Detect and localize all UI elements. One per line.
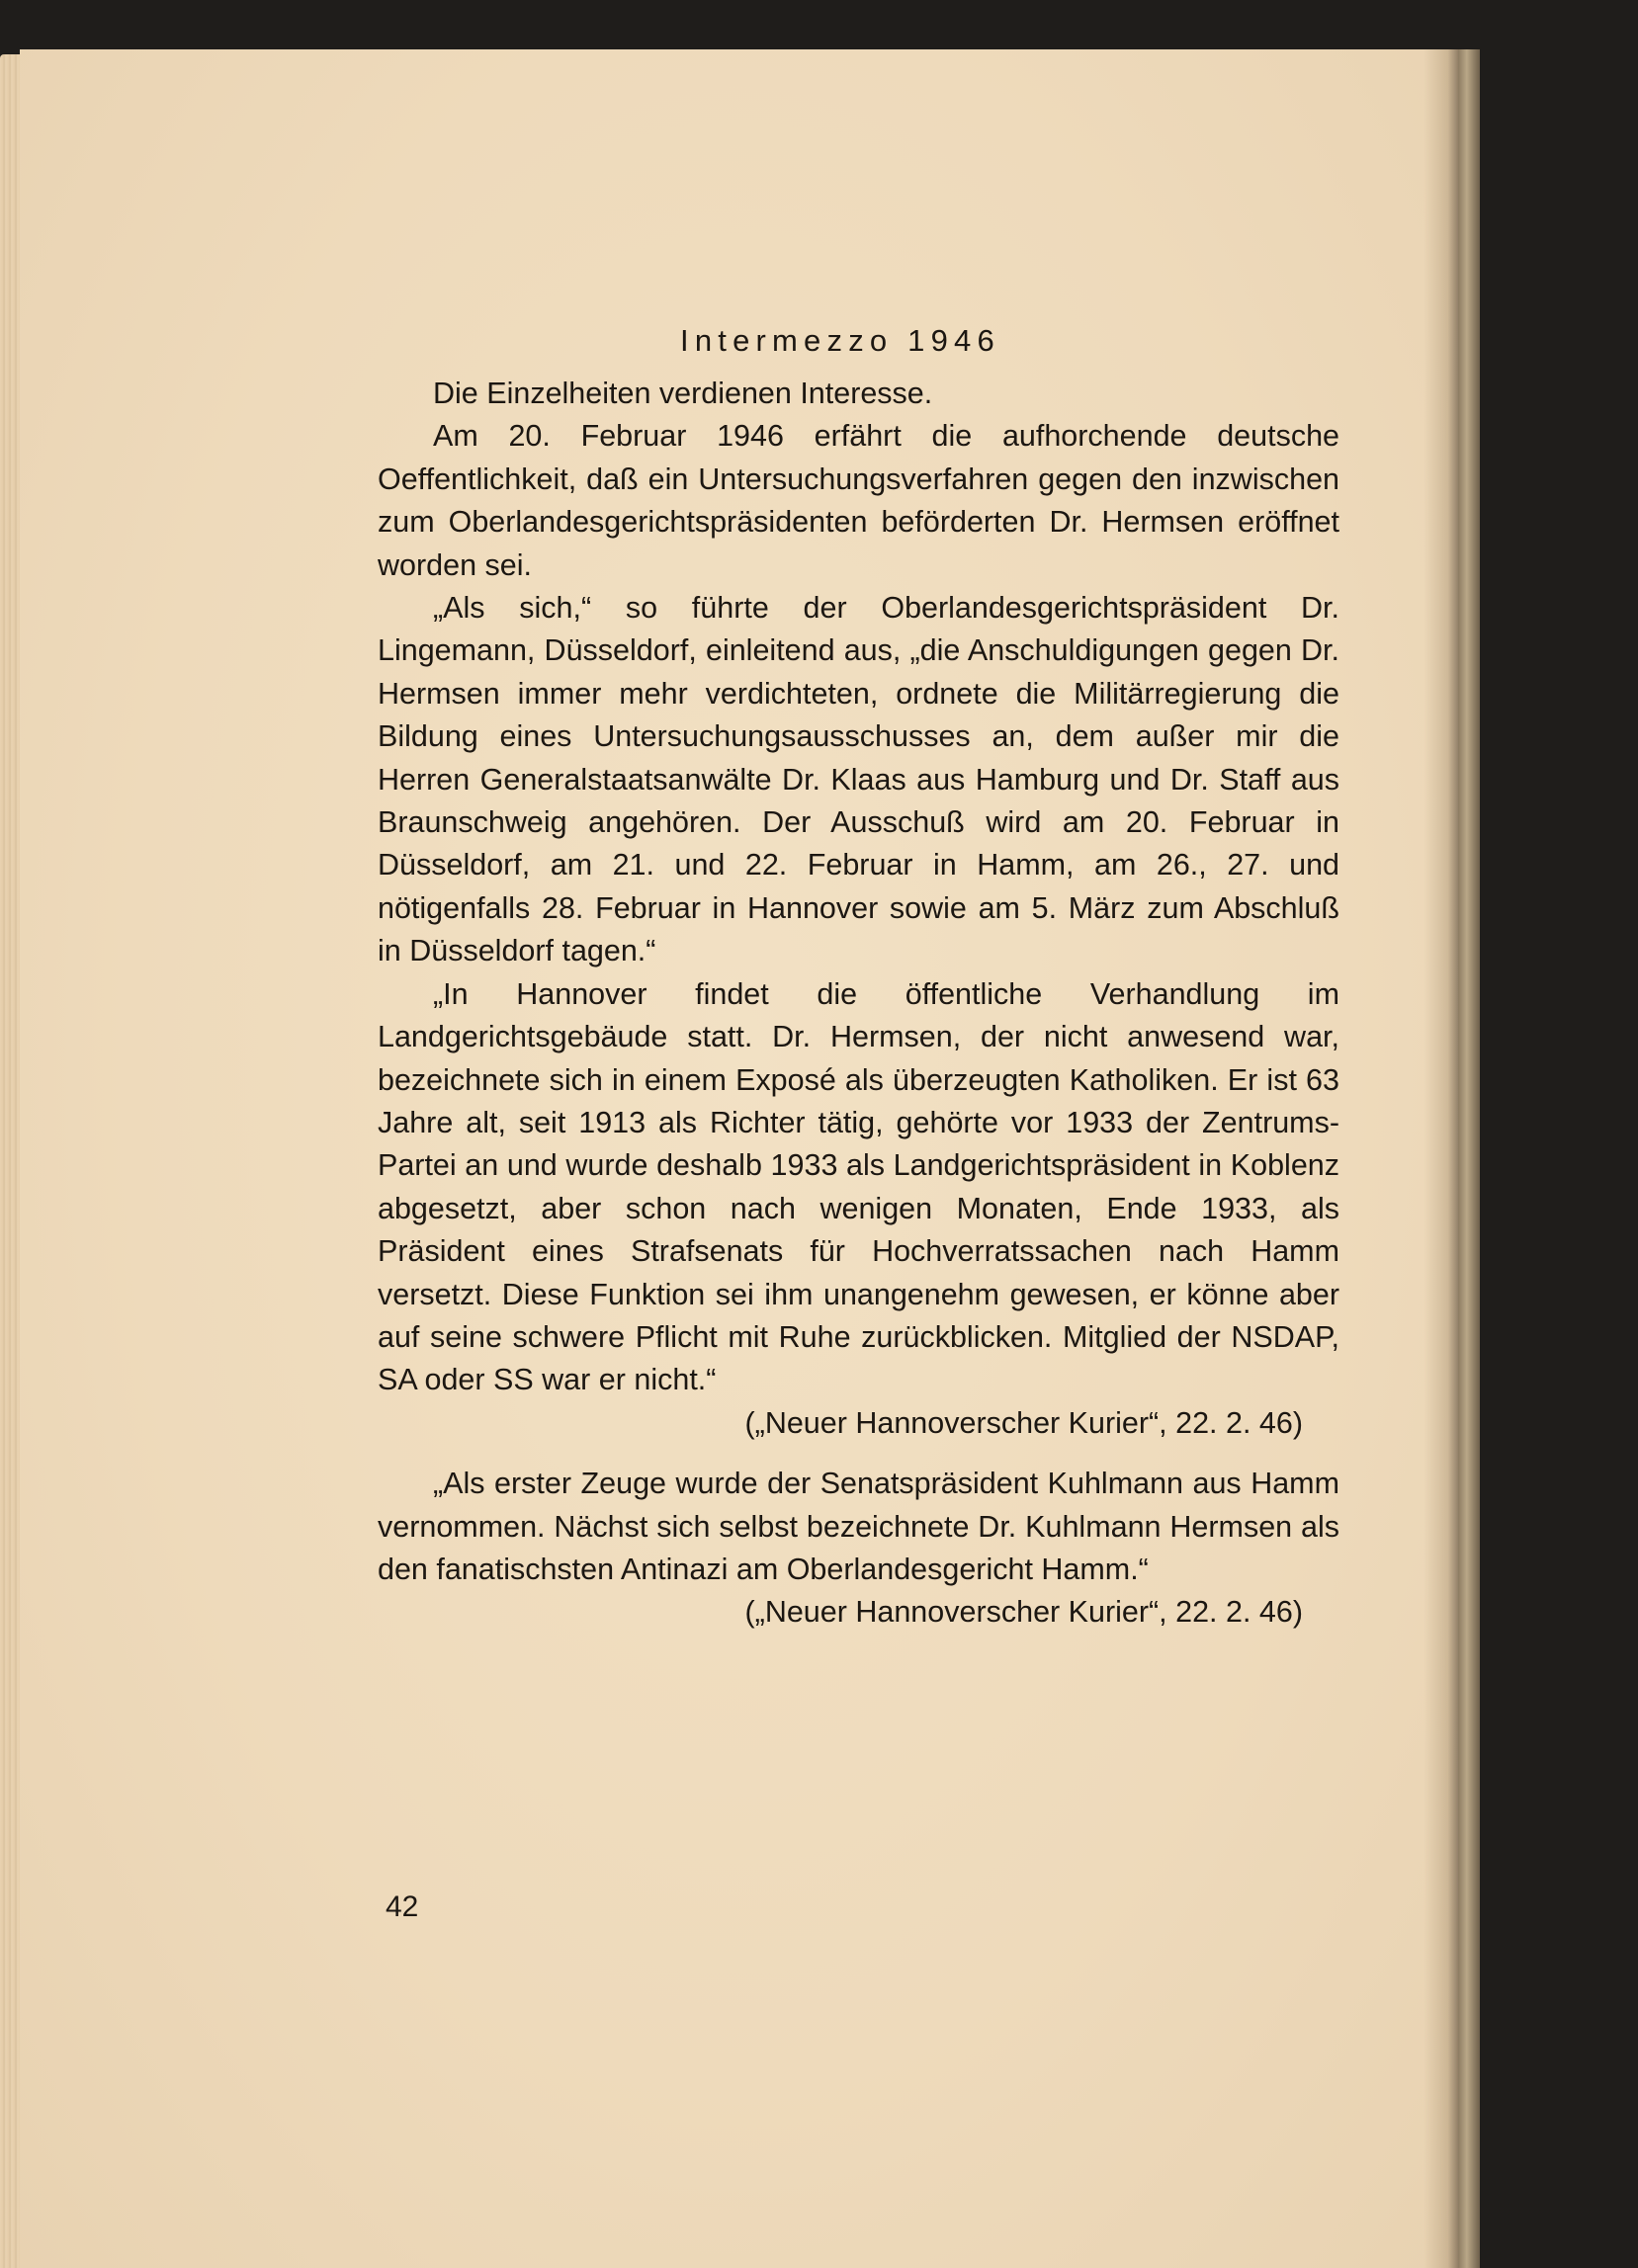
paragraph: Die Einzelheiten verdienen Interesse. [433,377,933,410]
book-spine [1458,49,1480,2268]
chapter-heading: Intermezzo 1946 [680,323,1000,358]
paragraph: „Als sich,“ so führte der Oberlandesgerichtspräsident Dr. Lingemann, Düsseldorf, einleitend aus, „die Anschuldigungen gegen Dr. Hermsen immer mehr verdichteten, ordnete die Militärregierung die Bildung eines Untersuchungsausschusses an, dem außer mir die Herren Generalstaatsanwälte Dr. Klaas aus Hamburg und Dr. Staff aus Braunschweig angehören. Der Ausschuß wird am 20. Februar in Düsseldorf, am 21. und 22. Februar in Hamm, am 26., 27. und nötigenfalls 28. Februar in Hannover sowie am 5. März zum Abschluß in Düsseldorf tagen.“ [378,591,1339,968]
body-text [378,318,1339,1635]
source-citation: („Neuer Hannoverscher Kurier“, 22. 2. 46) [744,1595,1303,1630]
paragraph: „In Hannover findet die öffentliche Verhandlung im Landgerichtsgebäude statt. Dr. Hermsen, der nicht anwesend war, bezeichnete sich in einem Exposé als überzeugten Katholiken. Er ist 63 Jahre alt, seit 1913 als Richter tätig, gehörte vor 1933 der Zentrums-Partei an und wurde deshalb 1933 als Landgerichtspräsident in Koblenz abgesetzt, aber schon nach wenigen Monaten, Ende 1933, als Präsident eines Strafsenats für Hochverratssachen nach Hamm versetzt. Diese Funktion sei ihm unangenehm gewesen, er könne aber auf seine schwere Pflicht mit Ruhe zurückblicken. Mitglied der NSDAP, SA oder SS war er nicht.“ [378,976,1339,1397]
page-gutter-shadow [1423,49,1458,2268]
source-citation: („Neuer Hannoverscher Kurier“, 22. 2. 46) [744,1405,1303,1440]
paragraph: Am 20. Februar 1946 erfährt die aufhorchende deutsche Oeffentlichkeit, daß ein Untersuchungsverfahren gegen den inzwischen zum Oberlandesgerichtspräsidenten beförderten Dr. Hermsen eröffnet worden sei. [378,419,1339,582]
page-number: 42 [386,1890,419,1923]
paragraph: „Als erster Zeuge wurde der Senatspräsident Kuhlmann aus Hamm vernommen. Nächst sich selbst bezeichnete Dr. Kuhlmann Hermsen als den fanatischsten Antinazi am Oberlandesgericht Hamm.“ [378,1467,1339,1586]
